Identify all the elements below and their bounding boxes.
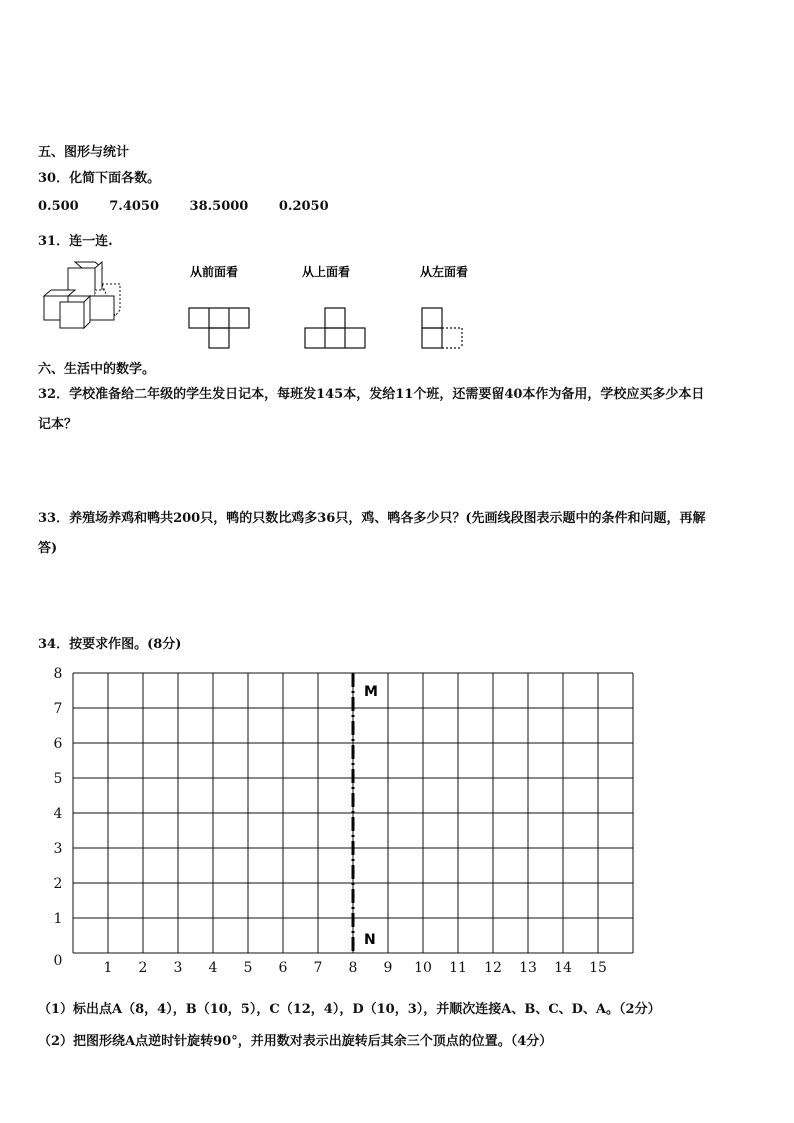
view-label-top: 从上面看: [302, 265, 351, 279]
question-32-line: 32．学校准备给二年级的学生发日记本，每班发145本，发给11个班，还需要留40本作为备用，学校应买多少本日: [38, 387, 705, 402]
y-tick-label: 5: [53, 771, 63, 787]
x-tick-label: 10: [414, 960, 432, 976]
y-tick-label: 8: [53, 666, 63, 682]
question-34-sub1: （1）标出点A（8，4），B（10，5），C（12，4），D（10，3），并顺次连接A、B、C、D、A。（2分）: [38, 1002, 661, 1017]
x-tick-label: 3: [173, 960, 183, 976]
question-32-line: 记本？: [38, 417, 78, 432]
x-tick-label: 12: [484, 960, 502, 976]
number-item: 38.5000: [189, 199, 249, 214]
y-tick-label: 4: [53, 806, 63, 822]
x-tick-label: 4: [208, 960, 218, 976]
x-tick-label: 6: [278, 960, 288, 976]
number-item: 0.500: [38, 199, 79, 214]
point-label-m: M: [364, 684, 378, 700]
x-tick-label: 13: [519, 960, 537, 976]
y-tick-label: 0: [53, 953, 63, 969]
x-tick-label: 11: [449, 960, 467, 976]
view-label-left: 从左面看: [420, 265, 469, 279]
question-33-line: 答): [38, 541, 58, 556]
x-tick-label: 15: [589, 960, 607, 976]
y-tick-label: 2: [53, 876, 63, 892]
y-tick-label: 3: [53, 841, 63, 857]
point-label-n: N: [364, 932, 376, 948]
x-tick-label: 14: [554, 960, 572, 976]
x-tick-label: 1: [103, 960, 113, 976]
question-34-sub2: （2）把图形绕A点逆时针旋转90°，并用数对表示出旋转后其余三个顶点的位置。（4分）: [38, 1034, 553, 1049]
number-item: 7.4050: [109, 199, 160, 214]
section-heading-5: 五、图形与统计: [38, 145, 130, 160]
view-label-front: 从前面看: [190, 265, 239, 279]
question-34-prompt: 34．按要求作图。(8分): [38, 637, 182, 652]
question-33-line: 33．养殖场养鸡和鸭共200只，鸭的只数比鸡多36只，鸡、鸭各多少只？(先画线段图表示题中的条件和问题，再解: [38, 511, 706, 526]
section-heading-6: 六、生活中的数学。: [38, 362, 156, 377]
x-tick-label: 9: [383, 960, 393, 976]
x-tick-label: 2: [138, 960, 148, 976]
question-30-prompt: 30．化简下面各数。: [38, 171, 161, 186]
y-tick-label: 6: [53, 736, 63, 752]
x-tick-label: 8: [348, 960, 358, 976]
x-tick-label: 5: [243, 960, 253, 976]
y-tick-label: 7: [53, 701, 63, 717]
y-tick-label: 1: [53, 911, 63, 927]
x-tick-label: 7: [313, 960, 323, 976]
number-item: 0.2050: [278, 199, 329, 214]
question-31-prompt: 31．连一连.: [38, 234, 113, 249]
